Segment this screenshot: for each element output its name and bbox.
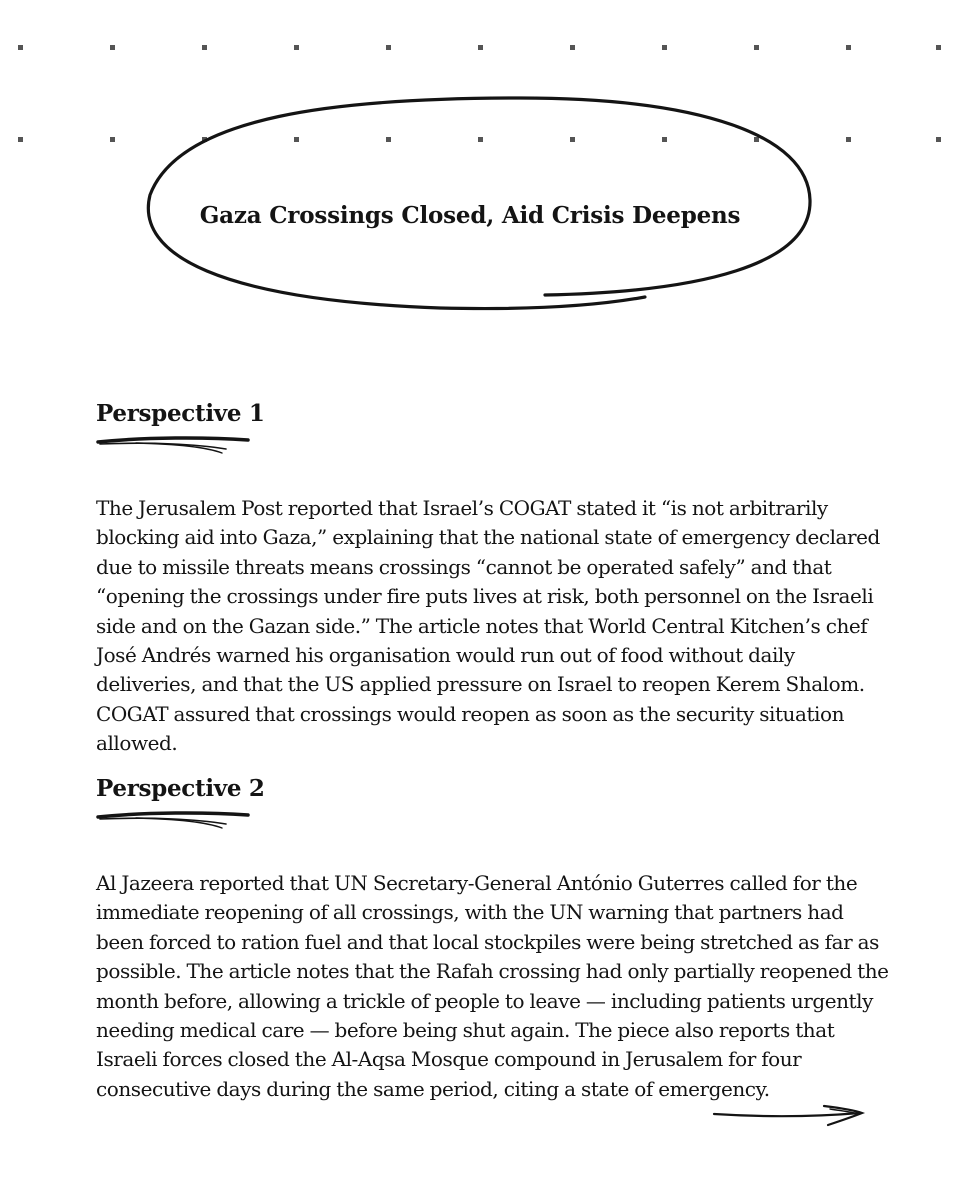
- perspective-1-body: The Jerusalem Post reported that Israel’s COGAT stated it “is not arbitrarily blocking aid into Gaza,” explaining that the national state of emergency declared due to missile threats means crossings “cannot be operated safely” and that “opening the crossings under fire puts lives at risk, both personnel on the Israeli side and on the Gazan side.” The article notes that World Central Kitchen’s chef José Andrés warned his organisation would run out of food without daily deliveries, and that the US applied pressure on Israel to reopen Kerem Shalom. COGAT assured that crossings would reopen as soon as the security situation allowed.: [96, 496, 880, 756]
- title-banner: [140, 90, 820, 320]
- arrow-right-icon: [712, 1100, 872, 1130]
- perspective-1-section: [96, 400, 896, 759]
- perspective-2-body: Al Jazeera reported that UN Secretary-General António Guterres called for the immediate reopening of all crossings, with the UN warning that partners had been forced to ration fuel and that local stockpiles were being stretched as far as possible. The article notes that the Rafah crossing had only partially reopened the month before, allowing a trickle of people to leave — including patients urgently needing medical care — before being shut again. The piece also reports that Israeli forces closed the Al-Aqsa Mosque compound in Jerusalem for four consecutive days during the same period, citing a state of emergency.: [96, 871, 889, 1101]
- scribble-underline-icon: [96, 434, 256, 456]
- perspective-2-section: [96, 775, 896, 1104]
- page-title: Gaza Crossings Closed, Aid Crisis Deepens: [199, 202, 741, 229]
- perspective-2-heading: Perspective 2: [96, 775, 265, 802]
- perspective-1-heading: Perspective 1: [96, 400, 265, 427]
- scribble-underline-icon: [96, 809, 256, 831]
